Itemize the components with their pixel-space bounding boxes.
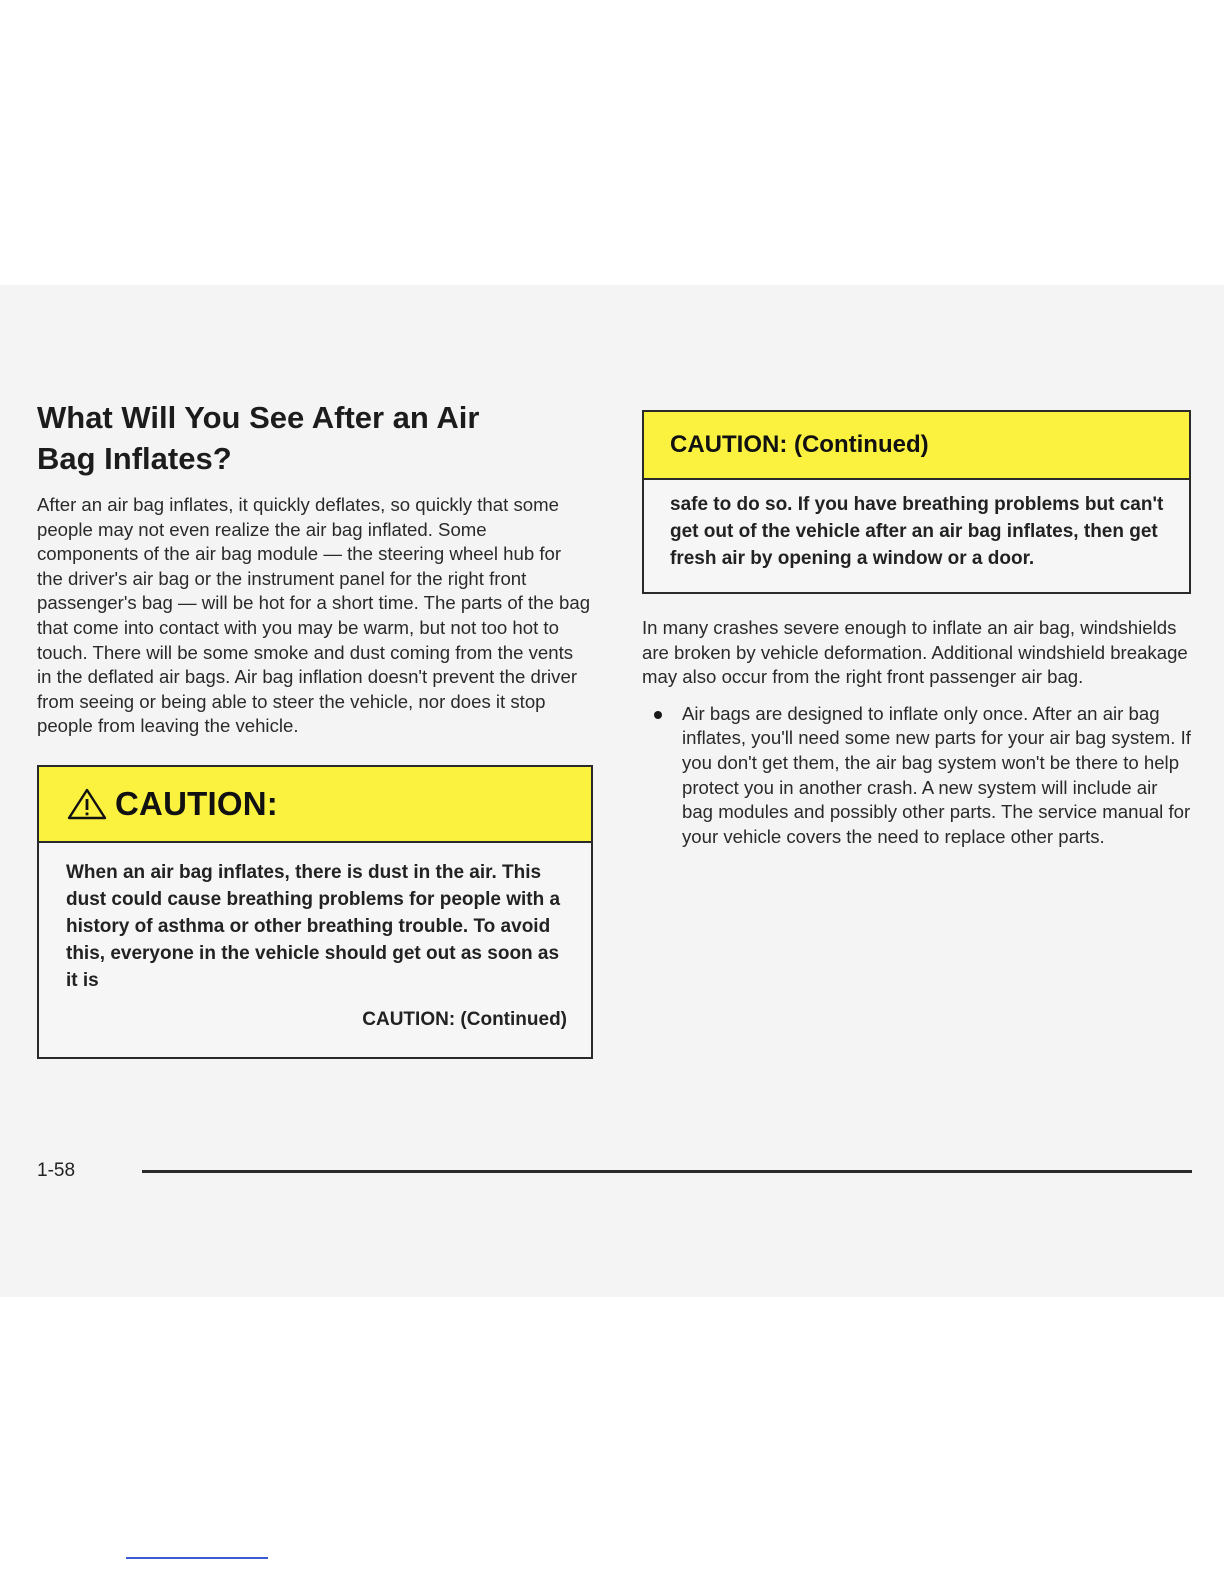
caution-content (39, 843, 591, 1057)
caution-header (39, 767, 591, 843)
caution-continued-content (644, 480, 1189, 592)
bullet-icon (654, 711, 662, 719)
caution-continued-text: safe to do so. If you have breathing problems but can't get out of the vehicle after an air bag inflates, then get fresh air by opening a window or a door. (670, 494, 1164, 569)
caution-continued-note: CAUTION: (Continued) (362, 1008, 567, 1030)
right-column (642, 410, 1191, 849)
manual-page (0, 285, 1224, 1297)
section-heading: What Will You See After an Air Bag Inflates? (37, 400, 480, 476)
intro-paragraph: After an air bag inflates, it quickly deflates, so quickly that some people may not even realize the air bag inflated. Some components of the air bag module — the steering wheel hub for the driver's air bag or the instrument panel for the right front passenger's bag — will be hot for a short time. The parts of the bag that come into contact with you may be warm, but not too hot to touch. There will be some smoke and dust coming from the vents in the deflated air bags. Air bag inflation doesn't prevent the driver from seeing or being able to steer the vehicle, nor does it stop people from leaving the vehicle. (37, 494, 591, 737)
caution-box (37, 765, 593, 1059)
link-underline (126, 1557, 268, 1559)
list-item-text: Air bags are designed to inflate only once. After an air bag inflates, you'll need some new parts for your air bag system. If you don't get them, the air bag system won't be there to help protect you in another crash. A new system will include air bag modules and possibly other parts. The service manual for your vehicle covers the need to replace other parts. (682, 702, 1191, 847)
caution-continued-box (642, 410, 1191, 594)
list-item (642, 702, 1191, 850)
caution-continued-title: CAUTION: (Continued) (670, 431, 929, 458)
bullet-list (642, 702, 1191, 850)
caution-text: When an air bag inflates, there is dust in the air. This dust could cause breathing problems for people with a history of asthma or other breathing trouble. To avoid this, everyone in the vehicle should get out as soon as it is (66, 861, 561, 991)
left-column (37, 397, 592, 1059)
page-number: 1-58 (37, 1160, 76, 1181)
caution-title: CAUTION: (115, 784, 278, 822)
footer-rule (142, 1170, 1192, 1173)
caution-continued-header (644, 412, 1189, 480)
windshield-paragraph: In many crashes severe enough to inflate an air bag, windshields are broken by vehicle deformation. Additional windshield breakage may also occur from the right front passenger air bag. (642, 617, 1188, 688)
warning-triangle-icon (67, 787, 107, 821)
